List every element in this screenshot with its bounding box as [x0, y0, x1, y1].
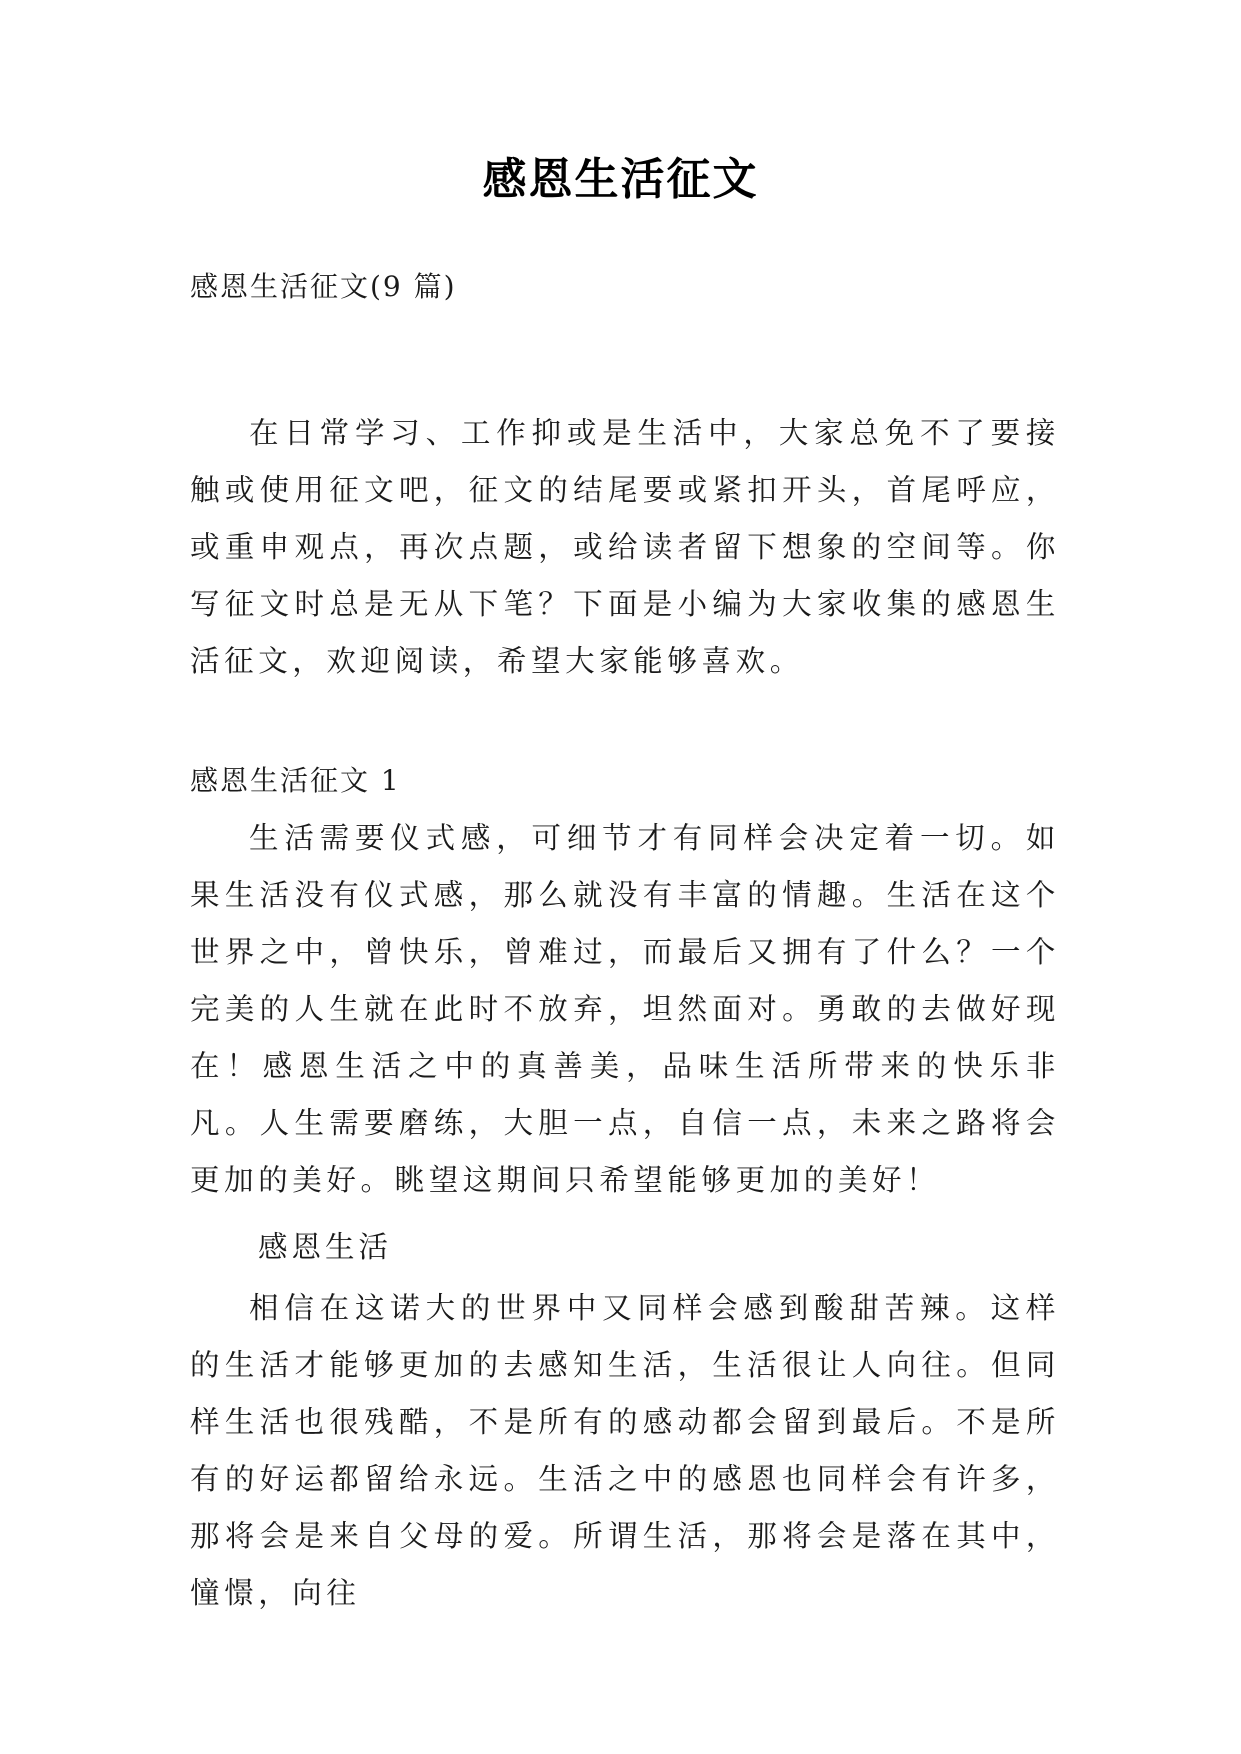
poem-title: 感恩生活 — [258, 1230, 393, 1264]
document-title: 感恩生活征文 — [482, 154, 759, 205]
section-body-2 — [190, 1280, 1060, 1622]
section-body-1 — [190, 810, 1060, 1209]
document-subtitle: 感恩生活征文(9 篇) — [190, 270, 457, 303]
intro-paragraph: 在日常学习、工作抑或是生活中，大家总免不了要接触或使用征文吧，征文的结尾要或紧扣开头，首尾呼应，或重申观点，再次点题，或给读者留下想象的空间等。你写征文时总是无从下笔？下面是小编为大家收集的感恩生活征文，欢迎阅读，希望大家能够喜欢。 — [190, 416, 1060, 678]
body-paragraph-1: 生活需要仪式感，可细节才有同样会决定着一切。如果生活没有仪式感，那么就没有丰富的情趣。生活在这个世界之中，曾快乐，曾难过，而最后又拥有了什么？一个完美的人生就在此时不放弃，坦然面对。勇敢的去做好现在！感恩生活之中的真善美，品味生活所带来的快乐非凡。人生需要磨练，大胆一点，自信一点，未来之路将会更加的美好。眺望这期间只希望能够更加的美好！ — [190, 821, 1060, 1197]
section-heading: 感恩生活征文 1 — [190, 764, 401, 797]
body-paragraph-2: 相信在这诺大的世界中又同样会感到酸甜苦辣。这样的生活才能够更加的去感知生活，生活很让人向往。但同样生活也很残酷，不是所有的感动都会留到最后。不是所有的好运都留给永远。生活之中的感恩也同样会有许多，那将会是来自父母的爱。所谓生活，那将会是落在其中，憧憬，向往 — [190, 1291, 1060, 1610]
intro-block — [190, 405, 1060, 690]
